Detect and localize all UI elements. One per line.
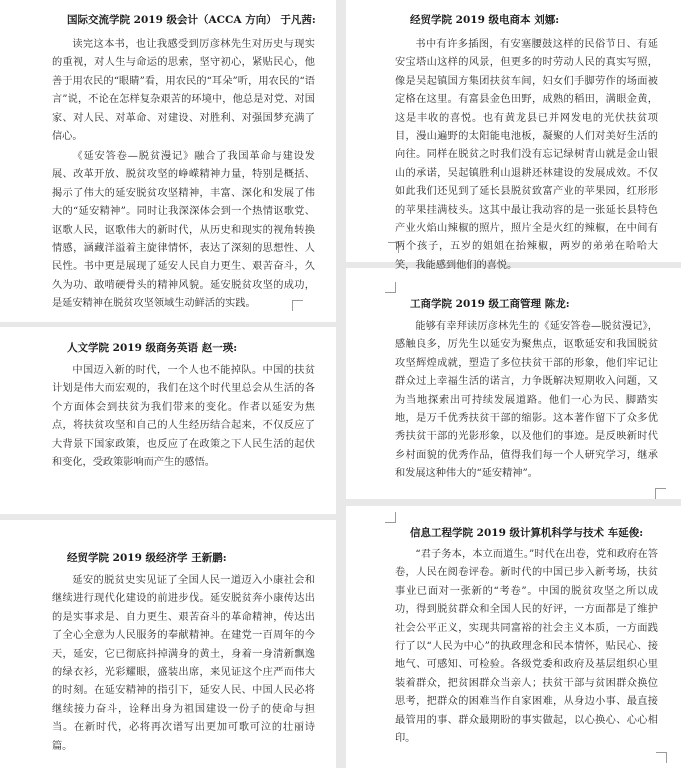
card-paragraph: 中国迈入新的时代，一个人也不能掉队。中国的扶贫计划是伟大而宏观的，我们在这个时代里总会从生活的各个方面体会到扶贫为我们带来的变化。作者以延安为焦点，将扶贫攻坚和自己的人生经历结合起来，不仅反应了大背景下国家政策，也反应了在政策之下人民生活的起伏和变化，受政策影响而产生的感悟。 xyxy=(52,365,315,469)
card-title: 国际交流学院 2019 级会计（ACCA 方向） 于凡茜: xyxy=(67,14,316,26)
card-title: 人文学院 2019 级商务英语 赵一瑛: xyxy=(67,342,238,354)
crop-mark xyxy=(655,488,666,499)
card-title: 经贸学院 2019 级经济学 王新鹏: xyxy=(67,552,227,564)
card-paragraph: “君子务本，本立而道生。”时代在出卷，党和政府在答卷，人民在阅卷评卷。新时代的中国已步入新考场，扶贫事业已面对一张新的“考卷”。中国的脱贫攻坚之所以成功，得到脱贫群众和全国人民的好评，一方面都是了维护社会公平正义，实现共同富裕的社会主义本质，一方面践行了以“人民为中心”的执政理念和民本情怀，贴民心、接地气、可感知、可检验。各级党委和政府及基层组织心里装着群众，把贫困群众当亲人；扶贫干部与贫困群众换位思考，把群众的困难当作自家困难，从身边小事、最直接最管用的事、群众最期盼的事实做起，以心换心、心心相印。 xyxy=(395,549,658,745)
card-paragraph: 《延安答卷—脱贫漫记》融合了我国革命与建设发展、改革开放、脱贫攻坚的峥嵘精神力量，特别是概括、揭示了伟大的延安脱贫攻坚精神，丰富、深化和发展了伟大的“延安精神”。同时让我深深体会到一个热情讴歌党、讴歌人民，讴歌伟大的新时代，从历史和现实的视角转换情感，涵藏洋溢着主旋律情怀，表达了深刻的思想性、人民性。书中更是展现了延安人民自力更生、艰苦奋斗，久久为功、敢啃硬骨头的精神风貌。延安脱贫攻坚的成功，是延安精神在脱贫攻坚领域生动鲜活的实践。 xyxy=(52,151,315,310)
card-title: 经贸学院 2019 级电商本 刘娜: xyxy=(410,14,560,26)
card-title: 信息工程学院 2019 级计算机科学与技术 车延俊: xyxy=(410,527,644,539)
crop-mark xyxy=(385,512,396,523)
card-title: 工商学院 2019 级工商管理 陈龙: xyxy=(410,298,570,310)
card-paragraph: 书中有许多插图，有安塞腰鼓这样的民俗节日、有延安宝塔山这样的风景，但更多的时劳动人民的真实写照，像是吴起镇国方集团扶贫车间，妇女们手脚劳作的场面被定格在这里。有富县金色田野，成熟的稻田，满眼金黄，这是丰收的喜悦。也有黄龙县已并网发电的光伏扶贫项目，漫山遍野的太阳能电池板，凝聚的人们对美好生活的向往。同样在脱贫之时我们没有忘记绿树青山就是金山银山的承诺，吴起镇胜利山退耕还林建设的发展成效。不仅如此我们还见到了延长县脱贫致富产业的苹果园，红形形的苹果挂满枝头。这其中最让我动容的是一张延长县特色产业火焰山辣椒的照片，照片全是火红的辣椒，在中间有两个孩子，五岁的姐姐在抬辣椒，两岁的弟弟在哈哈大笑，我能感到他们的喜悦。 xyxy=(395,39,658,271)
crop-mark xyxy=(656,752,667,763)
card-paragraph: 能够有幸拜读厉彦林先生的《延安答卷—脱贫漫记》，感触良多，厉先生以延安为聚焦点，讴歌延安和我国脱贫攻坚辉煌成就，塑造了多位扶贫干部的形象，他们牢记让群众过上幸福生活的诺言，力争既解决短期收入问题，又为当地探索出可持续发展道路。他们一心为民、脚踏实地，是万千优秀扶贫干部的缩影。这本著作留下了众多优秀扶贫干部的光影形象，以及他们的事迹。是反映新时代乡村面貌的优秀作品，值得我们每一个人研究学习，继承和发展这种伟大的“延安精神”。 xyxy=(395,321,658,480)
card-paragraph: 读完这本书，也让我感受到厉彦林先生对历史与现实的重视，对人生与命运的思索，坚守初心，紧贴民心，他善于用农民的“眼睛”看，用农民的“耳朵”听，用农民的“语言”说，不论在怎样复杂艰苦的环境中，他总是对党、对国家、对人民、对革命、对建设、对胜利、对强国梦充满了信心。 xyxy=(52,39,315,143)
crop-mark xyxy=(385,282,396,293)
card-paragraph: 延安的脱贫史实见证了全国人民一道迈入小康社会和继续进行现代化建设的前进步伐。延安脱贫奔小康传达出的是实事求是、自力更生、艰苦奋斗的革命精神，传达出了全心全意为人民服务的奉献精神。在建党一百周年的今天，延安，它已彻底抖掉满身的黄土，身着一身清新飘逸的绿衣衫，光彩耀眼，盛装出席，来见证这个庄严而伟大的时刻。在延安精神的指引下，延安人民、中国人民必将继续接力奋斗，诠释出身为祖国建设一份子的使命与担当。在新时代，必将再次谱写出更加可歌可泣的壮丽诗篇。 xyxy=(52,575,315,752)
